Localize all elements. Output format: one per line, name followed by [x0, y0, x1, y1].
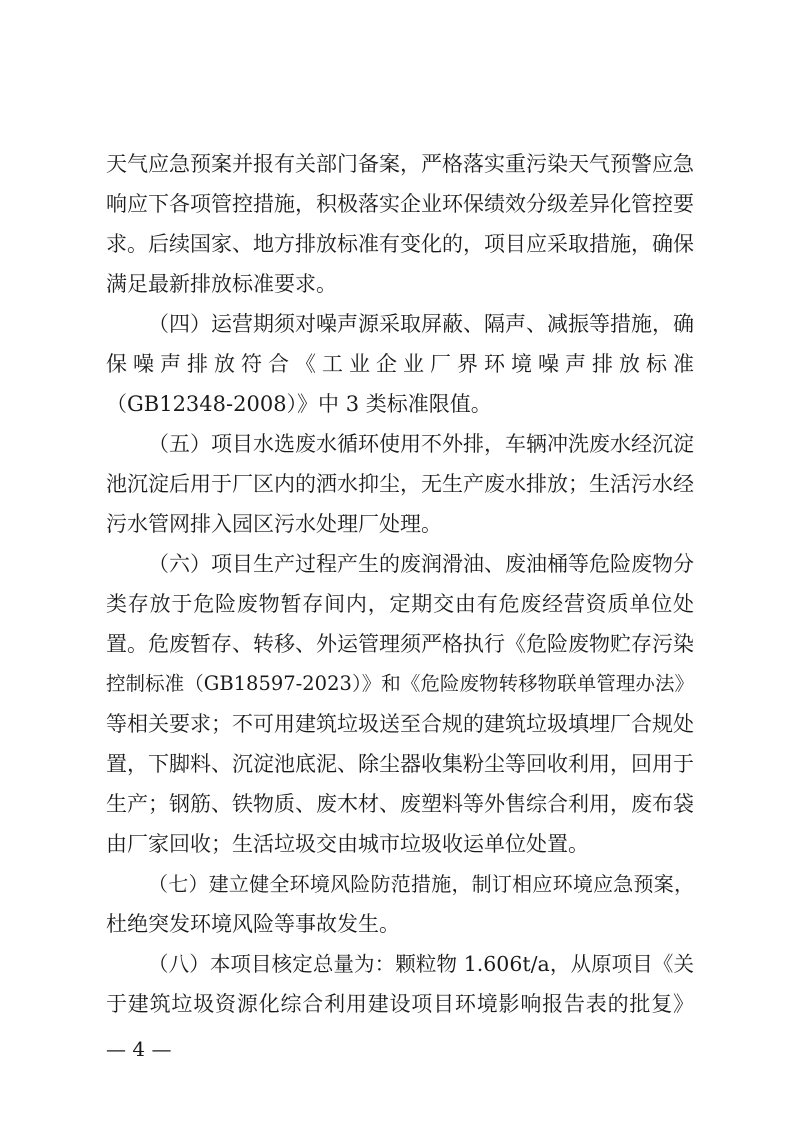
paragraph-line: 类存放于危险废物暂存间内，定期交由有危废经营资质单位处 [106, 592, 694, 616]
paragraph-line: 于建筑垃圾资源化综合利用建设项目环境影响报告表的批复》 [106, 992, 694, 1016]
paragraph-line: 求。后续国家、地方排放标准有变化的，项目应采取措施，确保 [106, 232, 694, 256]
paragraph-line: 污水管网排入园区污水处理厂处理。 [106, 512, 442, 536]
paragraph-line: （四）运营期须对噪声源采取屏蔽、隔声、减振等措施，确 [148, 312, 694, 336]
page-number: — 4 — [106, 1037, 172, 1061]
paragraph-line: 置。危废暂存、转移、外运管理须严格执行《危险废物贮存污染 [106, 632, 694, 656]
paragraph-line: 天气应急预案并报有关部门备案，严格落实重污染天气预警应急 [106, 152, 694, 176]
paragraph-line: 等相关要求；不可用建筑垃圾送至合规的建筑垃圾填埋厂合规处 [106, 712, 694, 736]
paragraph-line: 池沉淀后用于厂区内的洒水抑尘，无生产废水排放；生活污水经 [106, 472, 694, 496]
paragraph-line: （GB12348-2008）》中 3 类标准限值。 [106, 392, 492, 416]
paragraph-line: 生产；钢筋、铁物质、废木材、废塑料等外售综合利用，废布袋 [106, 792, 694, 816]
paragraph-line: 响应下各项管控措施，积极落实企业环保绩效分级差异化管控要 [106, 192, 694, 216]
paragraph-line: （七）建立健全环境风险防范措施，制订相应环境应急预案， [148, 872, 694, 896]
paragraph-line: 控制标准（GB18597-2023）》和《危险废物转移物联单管理办法》 [106, 672, 694, 695]
paragraph-line: （五）项目水选废水循环使用不外排，车辆冲洗废水经沉淀 [148, 432, 694, 456]
paragraph-line: （六）项目生产过程产生的废润滑油、废油桶等危险废物分 [148, 552, 694, 576]
paragraph-line: 保噪声排放符合《工业企业厂界环境噪声排放标准 [106, 352, 694, 376]
paragraph-line: 满足最新排放标准要求。 [106, 272, 337, 296]
paragraph-line: 置，下脚料、沉淀池底泥、除尘器收集粉尘等回收利用，回用于 [106, 752, 694, 776]
paragraph-line: （八）本项目核定总量为：颗粒物 1.606t/a，从原项目《关 [148, 952, 694, 976]
paragraph-line: 由厂家回收；生活垃圾交由城市垃圾收运单位处置。 [106, 832, 589, 856]
paragraph-line: 杜绝突发环境风险等事故发生。 [106, 912, 400, 936]
